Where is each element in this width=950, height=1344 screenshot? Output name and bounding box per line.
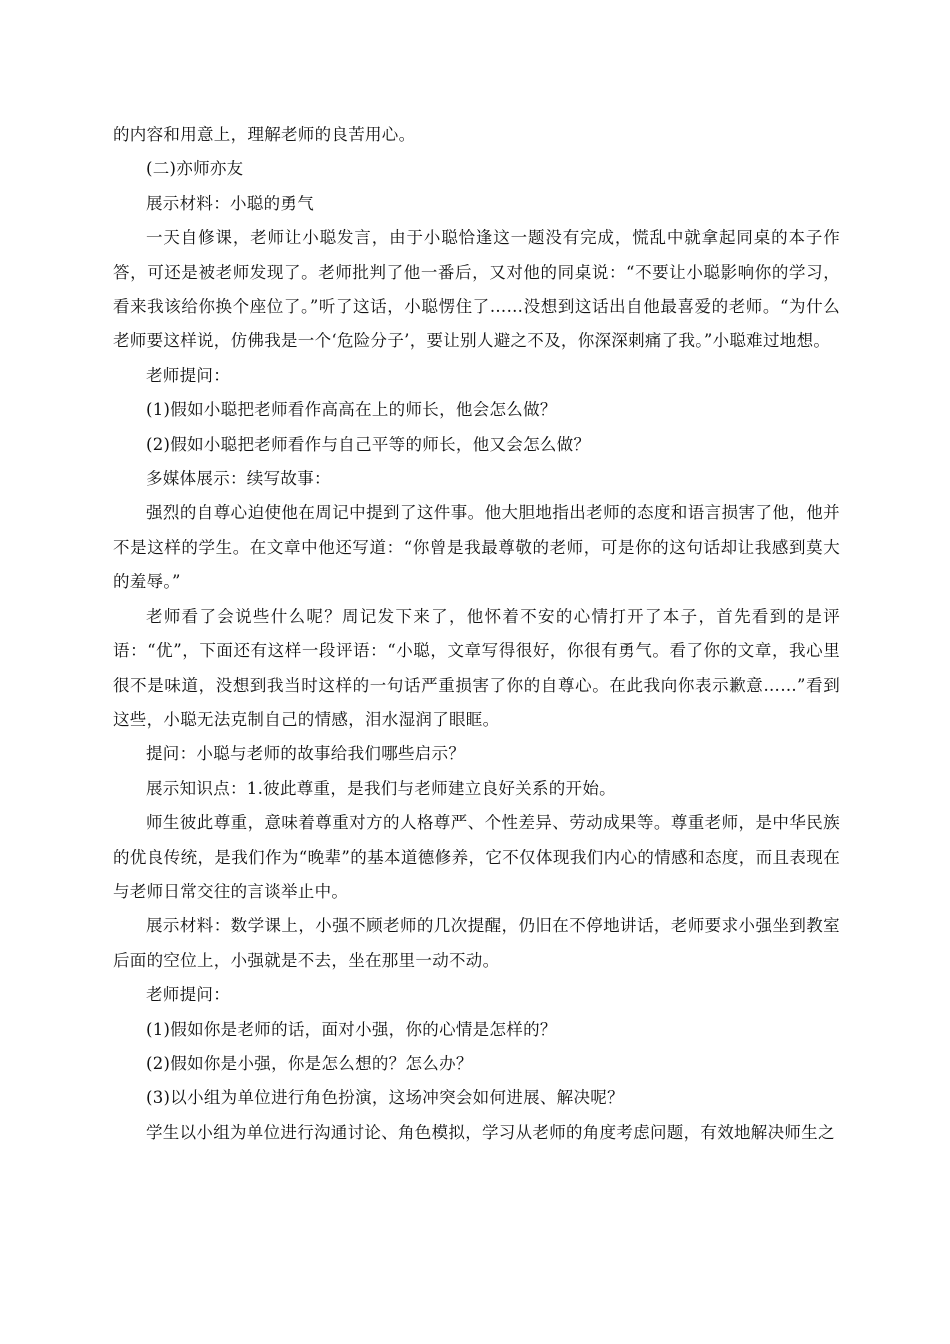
story-paragraph: 强烈的自尊心迫使他在周记中提到了这件事。他大胆地指出老师的态度和语言损害了他，他并不是这样的学生。在文章中他还写道：“你曾是我最尊敬的老师，可是你的这句话却让我感到莫大的羞辱。” [113, 503, 840, 592]
material-paragraph: 展示材料：数学课上，小强不顾老师的几次提醒，仍旧在不停地讲话，老师要求小强坐到教室后面的空位上，小强就是不去，坐在那里一动不动。 [113, 916, 840, 970]
question-item: (2)假如你是小强，你是怎么想的？怎么办？ [146, 1053, 473, 1073]
multimedia-label: 多媒体展示：续写故事： [146, 469, 331, 489]
story-paragraph: 一天自修课，老师让小聪发言，由于小聪恰逢这一题没有完成，慌乱中就拿起同桌的本子作答，可还是被老师发现了。老师批判了他一番后，又对他的同桌说：“不要让小聪影响你的学习，看来我该给你换个座位了。”听了这话，小聪愣住了……没想到这话出自他最喜爱的老师。“为什么老师要这样说，仿佛我是一个‘危险分子’，要让别人避之不及，你深深刺痛了我。”小聪难过地想。 [113, 228, 840, 351]
body-paragraph: 师生彼此尊重，意味着尊重对方的人格尊严、个性差异、劳动成果等。尊重老师，是中华民族的优良传统，是我们作为“晚辈”的基本道德修养，它不仅体现我们内心的情感和态度，而且表现在与老师日常交往的言谈举止中。 [113, 813, 840, 901]
teacher-question-label: 老师提问： [146, 365, 230, 385]
story-paragraph: 老师看了会说些什么呢？周记发下来了，他怀着不安的心情打开了本子，首先看到的是评语：“优”，下面还有这样一段评语：“小聪，文章写得很好，你很有勇气。看了你的文章，我心里很不是味道，没想到我当时这样的一句话严重损害了你的自尊心。在此我向你表示歉意……”看到这些，小聪无法克制自己的情感，泪水湿润了眼眶。 [113, 606, 840, 729]
paragraph-continuation: 的内容和用意上，理解老师的良苦用心。 [113, 125, 416, 144]
document-body [113, 118, 840, 1150]
question-item: (1)假如小聪把老师看作高高在上的师长，他会怎么做？ [146, 400, 557, 420]
question-item: (2)假如小聪把老师看作与自己平等的师长，他又会怎么做？ [146, 434, 591, 454]
question-prompt: 提问：小聪与老师的故事给我们哪些启示？ [146, 744, 466, 764]
knowledge-point: 展示知识点：1.彼此尊重，是我们与老师建立良好关系的开始。 [146, 778, 616, 798]
question-item: (1)假如你是老师的话，面对小强，你的心情是怎样的？ [146, 1019, 557, 1039]
material-title: 展示材料：小聪的勇气 [146, 193, 314, 213]
body-paragraph: 学生以小组为单位进行沟通讨论、角色模拟，学习从老师的角度考虑问题，有效地解决师生之 [146, 1122, 835, 1142]
section-heading: (二)亦师亦友 [146, 159, 244, 179]
teacher-question-label: 老师提问： [146, 985, 230, 1005]
question-item: (3)以小组为单位进行角色扮演，这场冲突会如何进展、解决呢？ [146, 1088, 624, 1108]
